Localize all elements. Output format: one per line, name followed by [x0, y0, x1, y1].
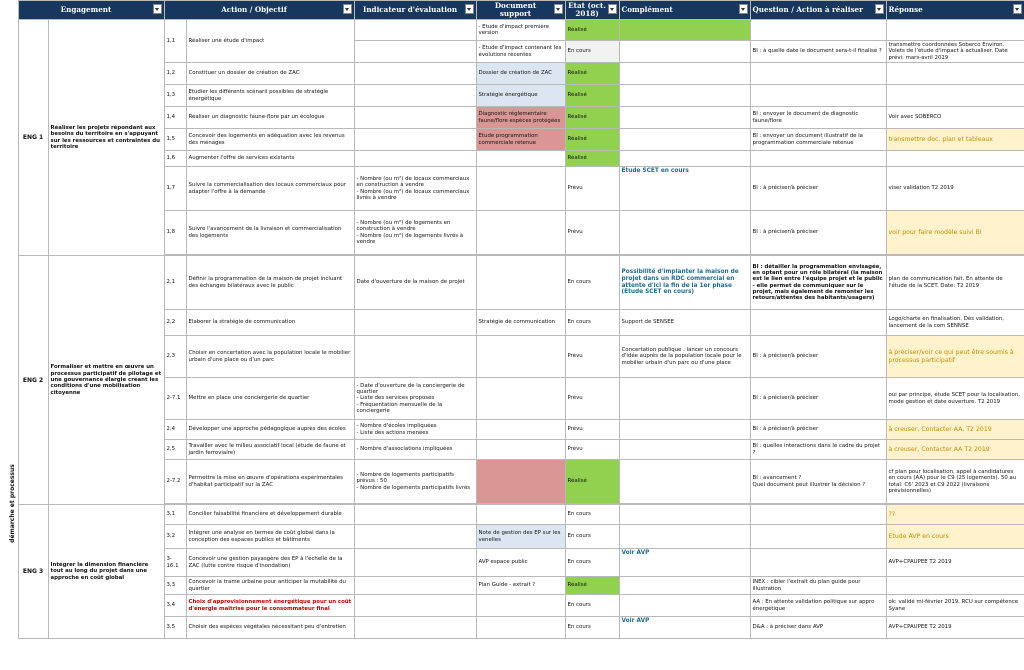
filter-dropdown-icon[interactable]	[554, 4, 563, 14]
table-row[interactable]: 1,7 Suivre la commercialisation des locaux commerciaux pour adapter l'offre à la demande - Nombre (ou m²) de locaux commerciaux en construction à vendre - Nombre (ou m²) de locaux commerciaux livrés à vendre Prévu Etude SCET en cours BI : à préciser/à préciser viser validation T2 2019	[0, 167, 1024, 211]
table-row[interactable]: 2,2 Elaborer la stratégie de communication Stratégie de communication En cours Support de SENSEE Logo/charte en finalisation. Dès validation, lancement de la com SENNSE	[0, 310, 1024, 336]
header-document[interactable]: Document support	[476, 1, 565, 20]
table-row[interactable]: 1,8 Suivre l'avancement de la livraison et commercialisation des logements - Nombre (ou m²) de logements en construction à vendre - Nombre (ou m²) de logements livrés à vendre Prévu BI : à préciser/à préciser voir pour faire modèle suivi BI	[0, 211, 1024, 255]
status-badge: En cours	[565, 310, 619, 336]
status-badge: Réalisé	[565, 85, 619, 107]
status-badge: Réalisé	[565, 63, 619, 85]
status-badge: Réalisé	[565, 460, 619, 504]
status-badge: Réalisé	[565, 151, 619, 167]
status-badge: En cours	[565, 595, 619, 617]
table-row[interactable]: 2-7.2 Permettre la mise en œuvre d'opérations expérimentales d'habitat participatif sur la ZAC - Nombre de logements participatifs prévus : 50 - Nombre de logements participatifs livrés Réalisé BI : avancement ? Quel document peut illustrer la décision ? cf plan pour localisation. appel à candidatures en cours (AA) pour le C9 (25 logements). 50 au total: C6' 2023 et C9 2022 (livraisons prévisionnelles)	[0, 460, 1024, 504]
engagement-desc: Formaliser et mettre en œuvre un processus participatif de pilotage et une gouvernance élargie créant les conditions d'une mobilisation citoyenne	[48, 256, 164, 505]
table-row[interactable]: 3,2 Intégrer une analyse en termes de coût global dans la conception des espaces publics et bâtiments Note de gestion des EP sur les venelles En cours Etude AVP en cours	[0, 525, 1024, 549]
filter-dropdown-icon[interactable]	[608, 4, 617, 14]
status-badge: En cours	[565, 617, 619, 639]
table-row[interactable]: 3,3 Concevoir la trame urbaine pour anticiper la mutabilité du quartier Plan Guide - extrait ? Réalisé INEX : cibler l'extrait du plan guide pour illustration	[0, 577, 1024, 595]
filter-dropdown-icon[interactable]	[153, 4, 162, 14]
table-row[interactable]: 1,4 Réaliser un diagnostic faune-flore par un écologue Diagnostic réglementaire faune/flore espèces protégées Réalisé BI : envoyer le document de diagnostic faune/flore Voir avec SOBERCO	[0, 107, 1024, 129]
status-badge: Prévu	[565, 420, 619, 440]
status-badge: Réalisé	[565, 20, 619, 41]
header-etat[interactable]: Etat (oct. 2018)	[565, 1, 619, 20]
engagement-desc: Intégrer la dimension financière tout au long du projet dans une approche en coût global	[48, 505, 164, 639]
table-row[interactable]: ENG 2 Formaliser et mettre en œuvre un processus participatif de pilotage et une gouvernance élargie créant les conditions d'une mobilisation citoyenne 2,1 Définir la programmation de la maison de projet incluant des échanges bilatéraux avec le public Date d'ouverture de la maison de projet En cours Possibilité d'implanter la maison de projet dans un RDC commercial en attente d'ici la fin de la 1er phase (Etude SCET en cours) BI : détailler la programmation envisagée, en optant pour un rôle bilatéral (la maison est le lien entre l'équipe projet et le public - elle permet de communiquer sur le projet, mais également de remonter les retours/attentes des habitants/usagers) plan de communication fait. En attente de l'étude de la SCET. Date: T2 2019	[0, 256, 1024, 310]
status-badge: Réalisé	[565, 107, 619, 129]
table-row[interactable]: 3-16.1 Concevoir une gestion payasgère des EP à l'échelle de la ZAC (lutte contre risque d'inondation) AVP espace public En cours Voir AVP AVP+CPAUPEE T2 2019	[0, 549, 1024, 577]
status-badge: En cours	[565, 505, 619, 525]
filter-dropdown-icon[interactable]	[465, 4, 474, 14]
table-row[interactable]: 2,5 Travailler avec le milieu associatif local (étude de faune et jardin ferroviaire) - Nombre d'associations impliquées Prévu BI : quelles interactions dans le cadre du projet ? à creuser, Contacter AA T2 2019	[0, 440, 1024, 460]
engagement-code: ENG 1	[18, 20, 48, 256]
header-spacer	[0, 1, 18, 20]
side-section-label: démarche et processus	[8, 464, 16, 543]
table-row[interactable]: 1,6 Augmenter l'offre de services existants Réalisé	[0, 151, 1024, 167]
header-complement[interactable]: Complément	[619, 1, 750, 20]
status-badge: Prévu	[565, 167, 619, 211]
table-row[interactable]: 3,4 Choix d'approvisionnement énergétique pour un coût d'énergie maîtrisé pour le consommateur final En cours AA : En attente validation politique sur appro énergétique ok: validé mi-février 2019. RCU sur compétence Syane	[0, 595, 1024, 617]
engagement-code: ENG 3	[18, 505, 48, 639]
table-row[interactable]: 1,5 Concevoir des logements en adéquation avec les revenus des ménages Etude programmation commerciale retenue Réalisé BI : envoyer un document illustratif de la programmation commerciale retenue transmettre doc. plan et tableaux	[0, 129, 1024, 151]
table-row[interactable]: 2,3 Choisir en concertation avec la population locale le mobilier urbain d'une place ou d'un parc Prévu Concertation publique : lancer un concours d'idée auprès de la population locale pour le mobilier urbain d'un parc ou d'une place BI : à préciser/à préciser à préciser/voir ce qui peut être soumis à processus participatif	[0, 336, 1024, 378]
status-badge: Prévu	[565, 336, 619, 378]
status-badge: En cours	[565, 41, 619, 63]
filter-dropdown-icon[interactable]	[875, 4, 884, 14]
table-row[interactable]: - Etude d'impact contenant les évolutions récentes En cours BI : à quelle date le document sera-t-il finalisé ? transmettre coordonnées Soberco Environ. Volets de l'étude d'impact à actualiser. Date prévi: mars-avril 2019	[0, 41, 1024, 63]
header-action[interactable]: Action / Objectif	[164, 1, 354, 20]
filter-dropdown-icon[interactable]	[739, 4, 748, 14]
table-row[interactable]: 1,2 Constituer un dossier de création de ZAC Dossier de création de ZAC Réalisé	[0, 63, 1024, 85]
header-question[interactable]: Question / Action à réaliser	[750, 1, 886, 20]
filter-dropdown-icon[interactable]	[343, 4, 352, 14]
filter-dropdown-icon[interactable]	[1013, 4, 1022, 14]
status-badge: En cours	[565, 549, 619, 577]
table-row[interactable]: 1,3 Etudier les différents scénarii possibles de stratégie énergétique Stratégie énergétique Réalisé	[0, 85, 1024, 107]
table-row[interactable]: ENG 1 Réaliser les projets répondant aux besoins du territoire en s'appuyant sur les ressources et contraintes du territoire 1,1 Réaliser une étude d'impact - Etude d'impact première version Réalisé	[0, 20, 1024, 41]
status-badge: Prévu	[565, 211, 619, 255]
engagement-desc: Réaliser les projets répondant aux besoins du territoire en s'appuyant sur les ressources et contraintes du territoire	[48, 20, 164, 256]
table-row[interactable]: 2-7.1 Mettre en place une conciergerie de quartier - Date d'ouverture de la conciergerie de quartier - Liste des services proposés - Fréquentation mensuelle de la conciergerie Prévu BI : à préciser/à préciser oui par principe, étude SCET pour la localisation, mode gestion et date ouverture. T2 2019	[0, 378, 1024, 420]
status-badge: Réalisé	[565, 129, 619, 151]
status-badge: Réalisé	[565, 577, 619, 595]
status-badge: En cours	[565, 525, 619, 549]
header-indicateur[interactable]: Indicateur d'évaluation	[354, 1, 476, 20]
header-reponse[interactable]: Réponse	[886, 1, 1024, 20]
status-badge: Prévu	[565, 440, 619, 460]
table-row[interactable]: 3,5 Choisir des espèces végétales nécessitant peu d'entretien En cours Voir AVP D&A : à préciser dans AVP AVP+CPAUPEE T2 2019	[0, 617, 1024, 639]
status-badge: En cours	[565, 256, 619, 310]
table-row[interactable]: ENG 3 Intégrer la dimension financière tout au long du projet dans une approche en coût global 3,1 Concilier faisabilité financière et développement durable En cours ??	[0, 505, 1024, 525]
table-row[interactable]: 2,4 Développer une approche pédagogique auprès des écoles - Nombre d'écoles impliquées - Liste des actions menées Prévu BI : à préciser/à préciser à creuser, Contacter AA, T2 2019	[0, 420, 1024, 440]
status-badge: Prévu	[565, 378, 619, 420]
engagement-code: ENG 2	[18, 256, 48, 505]
header-engagement[interactable]: Engagement	[18, 1, 164, 20]
